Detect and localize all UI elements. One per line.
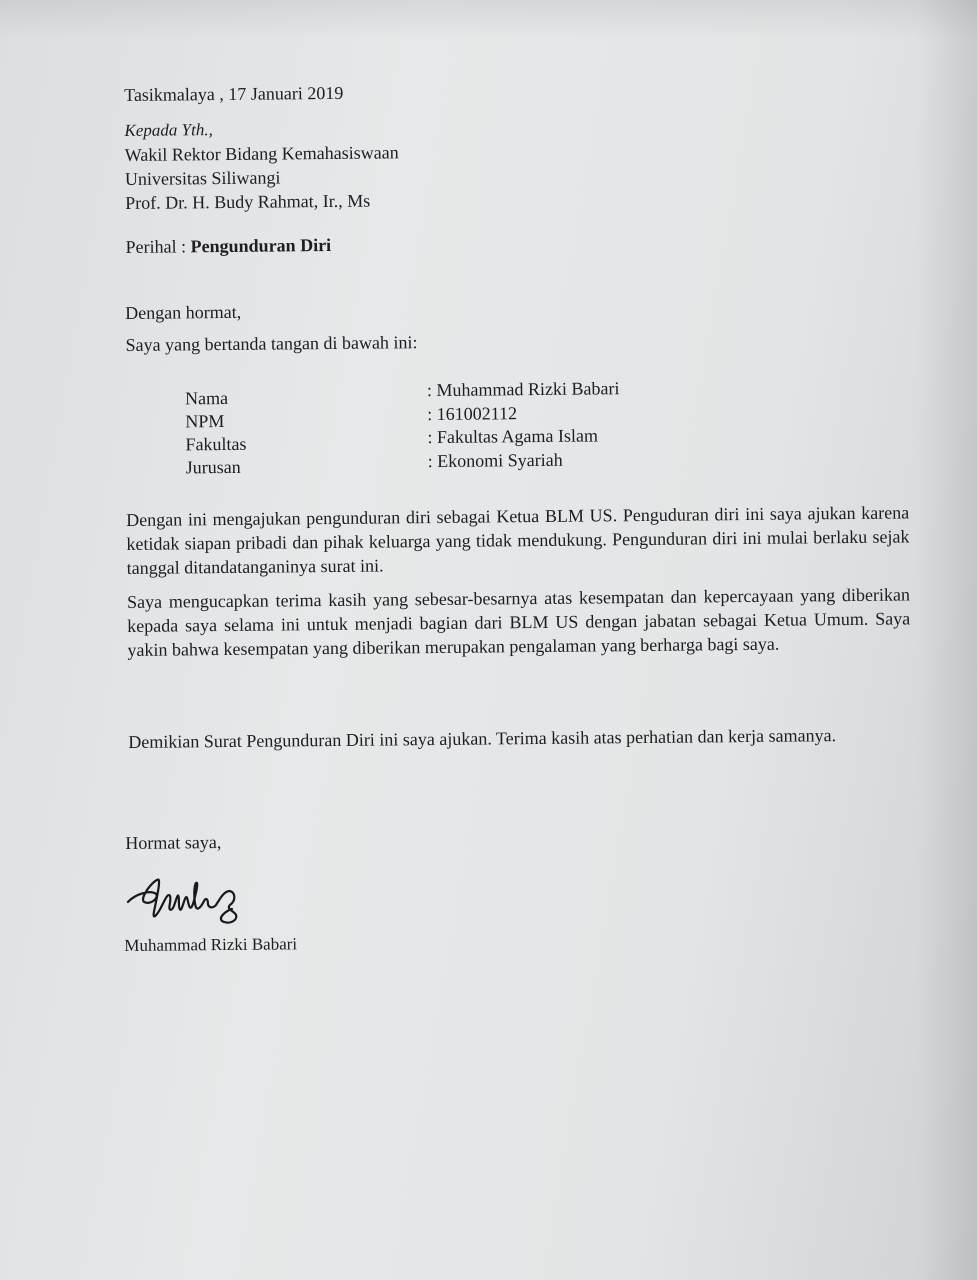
identity-value-major: : Ekonomi Syariah [427, 449, 563, 472]
handwritten-signature [122, 871, 253, 932]
recipient-salutation: Kepada Yth., [124, 120, 213, 140]
body-paragraph: Demikian Surat Pengunduran Diri ini saya ajukan. Terima kasih atas perhatian dan kerja samanya. [128, 725, 837, 752]
identity-label-major: Jurusan [185, 456, 241, 478]
identity-label-name: Nama [184, 387, 229, 409]
subject-label: Perihal : [125, 236, 191, 257]
closing-phrase: Hormat saya, [125, 832, 222, 853]
place-date: Tasikmalaya , 17 Januari 2019 [124, 82, 344, 105]
recipient-line-2: Universitas Siliwangi [124, 167, 281, 189]
identity-value-npm: : 161002112 [427, 403, 518, 425]
identity-value-faculty: : Fakultas Agama Islam [427, 425, 599, 448]
body-paragraph: Dengan ini mengajukan pengunduran diri sebagai Ketua BLM US. Penguduran diri ini saya ajukan karena ketidak siapan pribadi dan pihak keluarga yang tidak mendukung. Pengunduran diri ini mulai berlaku sejak tanggal ditandatanganinya surat ini. [126, 502, 910, 578]
signer-name: Muhammad Rizki Babari [124, 934, 298, 955]
subject-line [125, 234, 331, 258]
greeting: Dengan hormat, [125, 301, 242, 323]
subject-value: Pengunduran Diri [190, 234, 332, 257]
identity-label-faculty: Fakultas [185, 433, 247, 455]
recipient-line-1: Wakil Rektor Bidang Kemahasiswaan [124, 142, 399, 165]
identity-label-npm: NPM [185, 411, 225, 432]
intro-sentence: Saya yang bertanda tangan di bawah ini: [125, 332, 418, 355]
identity-value-name: : Muhammad Rizki Babari [426, 378, 620, 401]
body-paragraph: Saya mengucapkan terima kasih yang sebesar-besarnya atas kesempatan dan kepercayaan yang diberikan kepada saya selama ini untuk menjadi bagian dari BLM US dengan jabatan sebagai Ketua Umum. Saya yakin bahwa kesempatan yang diberikan merupakan pengalaman yang berharga bagi saya. [126, 584, 911, 660]
recipient-line-3: Prof. Dr. H. Budy Rahmat, Ir., Ms [125, 190, 371, 213]
